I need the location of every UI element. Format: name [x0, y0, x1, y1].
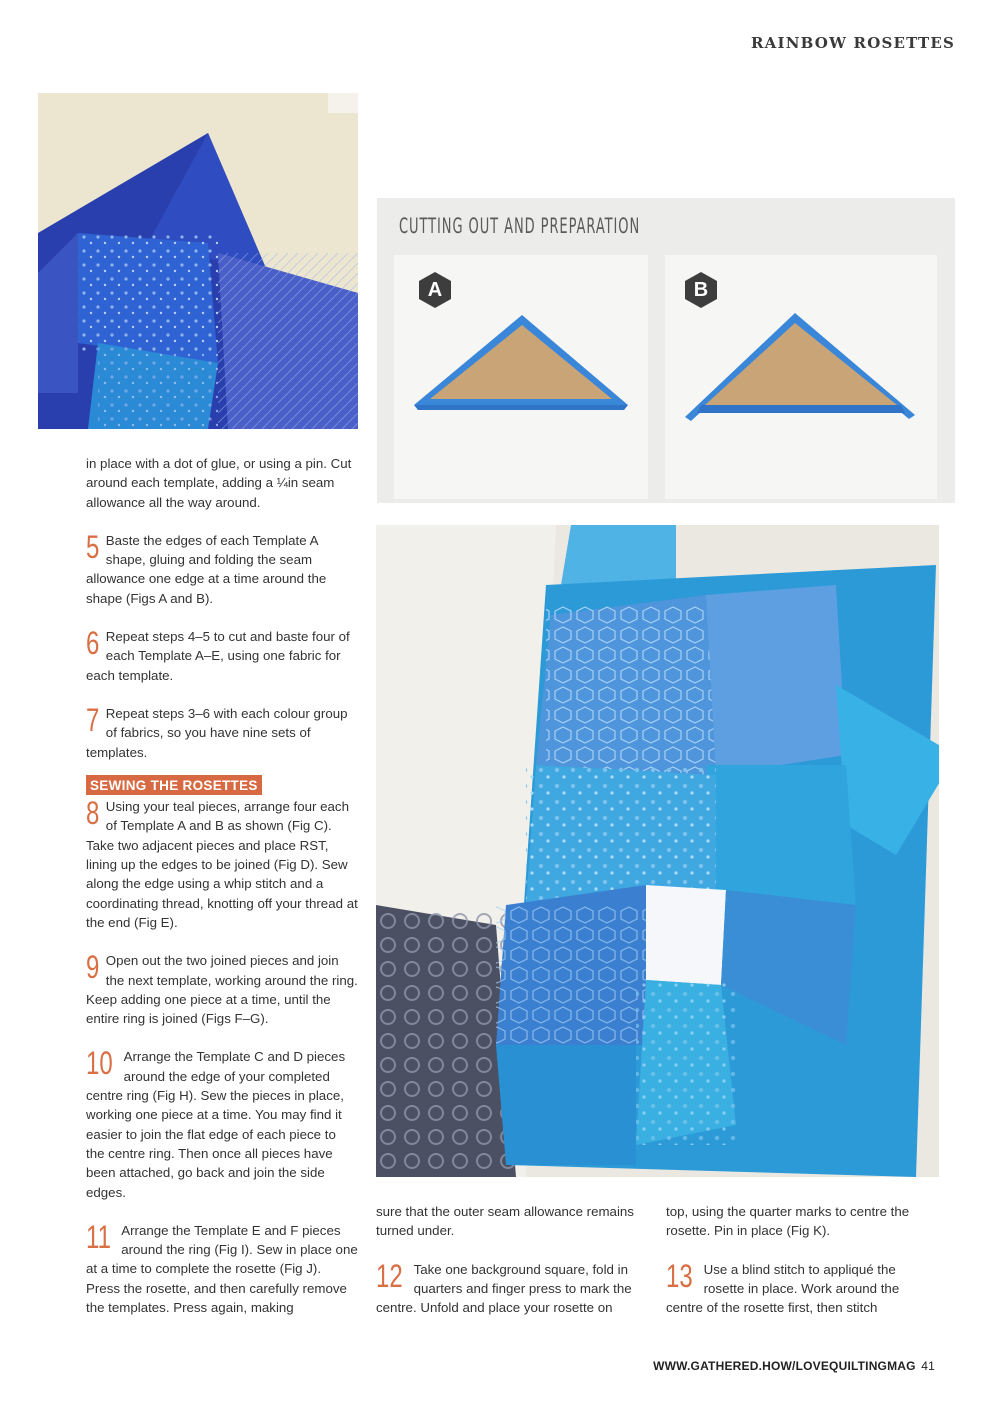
rosette-closeup-illustration	[38, 93, 358, 429]
section-heading: SEWING THE ROSETTES	[86, 775, 262, 795]
step-8-number: 8	[86, 795, 100, 832]
figure-b	[665, 255, 937, 499]
step-6-number: 6	[86, 625, 100, 662]
step-5	[86, 528, 358, 608]
figure-b-label: B	[693, 279, 709, 301]
step-11-continued: sure that the outer seam allowance remains turned under.	[376, 1204, 634, 1239]
step-8	[86, 797, 358, 932]
text-column-3	[666, 1202, 936, 1336]
cutting-out-panel	[377, 198, 955, 503]
step-13-number: 13	[666, 1257, 693, 1294]
step-12-continued: top, using the quarter marks to centre the rosette. Pin in place (Fig K).	[666, 1204, 910, 1239]
step-6-text: Repeat steps 4–5 to cut and baste four of each Template A–E, using one fabric for each template.	[86, 629, 350, 683]
intro-paragraph: in place with a dot of glue, or using a pin. Cut around each template, adding a ¼in seam allowance all the way around.	[86, 456, 352, 510]
rosette-quilt-photo	[376, 525, 939, 1177]
step-9	[86, 951, 358, 1028]
step-12	[376, 1257, 641, 1318]
step-11	[86, 1218, 358, 1317]
step-10-text: Arrange the Template C and D pieces around the edge of your completed centre ring (Fig H). Sew the pieces in place, working one piece at a time. You may find it easier to join the flat edge of each piece to the centre ring. Then once all pieces have been attached, go back and join the side edges.	[86, 1049, 346, 1200]
step-12-text: Take one background square, fold in quarters and finger press to mark the centre. Unfold and place your rosette on	[376, 1261, 632, 1316]
step-6	[86, 627, 358, 685]
text-column-2	[376, 1202, 641, 1336]
step-8-text: Using your teal pieces, arrange four each of Template A and B as shown (Fig C). Take two adjacent pieces and place RST, lining up the edges to be joined (Fig D). Sew along the edge using a whip stitch and a coordinating thread, knotting off your thread at the end (Fig E).	[86, 799, 358, 930]
step-9-number: 9	[86, 949, 100, 986]
step-5-text: Baste the edges of each Template A shape, gluing and folding the seam allowance one edge at a time around the shape (Figs A and B).	[86, 532, 327, 606]
rosette-closeup-photo	[38, 93, 358, 429]
rosette-quilt-illustration	[376, 525, 939, 1177]
step-12-number: 12	[376, 1257, 403, 1294]
step-10	[86, 1047, 358, 1201]
step-9-text: Open out the two joined pieces and join the next template, working around the ring. Keep adding one piece at a time, until the entire ring is joined (Figs F–G).	[86, 953, 358, 1027]
footer-url[interactable]: WWW.GATHERED.HOW/LOVEQUILTINGMAG	[653, 1359, 916, 1373]
text-column-1	[86, 454, 358, 1336]
step-13	[666, 1257, 936, 1318]
step-11-number: 11	[86, 1218, 111, 1255]
step-10-number: 10	[86, 1045, 113, 1082]
step-7-text: Repeat steps 3–6 with each colour group of fabrics, so you have nine sets of templates.	[86, 705, 348, 760]
running-header: RAINBOW ROSETTES	[751, 34, 955, 52]
figure-a-label: A	[427, 279, 443, 301]
step-7	[86, 701, 358, 762]
step-7-number: 7	[86, 701, 100, 738]
step-5-number: 5	[86, 528, 100, 565]
figure-a-badge	[416, 271, 454, 309]
page-footer	[653, 1359, 935, 1373]
step-13-text: Use a blind stitch to appliqué the rosette in place. Work around the centre of the rosette first, then stitch	[666, 1261, 900, 1316]
page-number: 41	[921, 1359, 935, 1373]
panel-title: CUTTING OUT AND PREPARATION	[399, 214, 641, 238]
figure-b-badge	[682, 271, 720, 309]
step-11-text: Arrange the Template E and F pieces around the ring (Fig I). Sew in place one at a time to complete the rosette (Fig J). Press the rosette, and then carefully remove the templates. Press again, making	[86, 1222, 358, 1315]
figure-a	[394, 255, 648, 499]
